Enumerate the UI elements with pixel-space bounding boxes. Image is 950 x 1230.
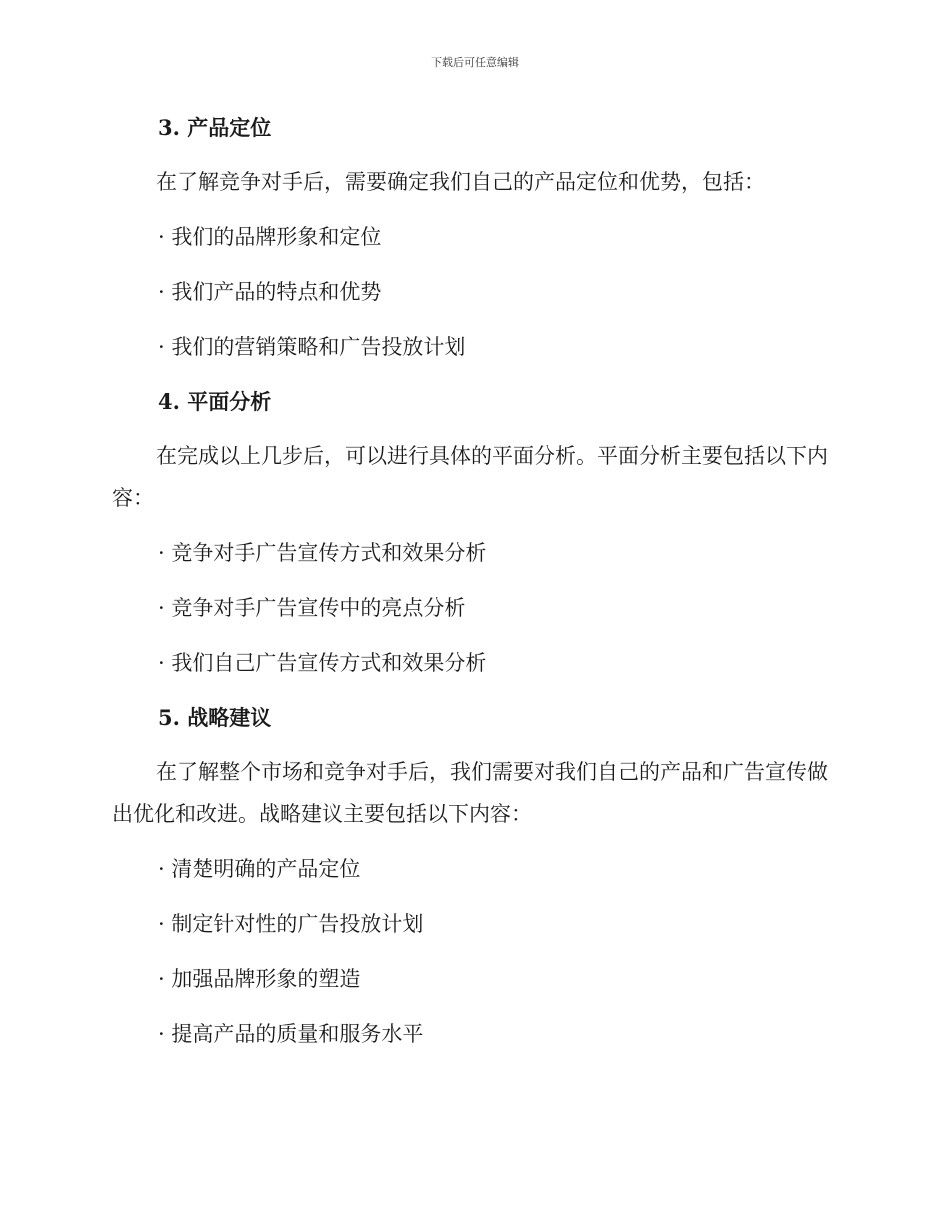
bullet-item: · 我们产品的特点和优势: [158, 280, 382, 304]
section-heading-product-positioning: 3. 产品定位: [158, 115, 272, 140]
bullet-item: · 提高产品的质量和服务水平: [158, 1022, 424, 1046]
section-paragraph: 在了解整个市场和竞争对手后，我们需要对我们自己的产品和广告宣传做出优化和改进。战略建议主要包括以下内容：: [112, 760, 828, 826]
bullet-item: · 制定针对性的广告投放计划: [158, 912, 424, 936]
bullet-item: · 我们的营销策略和广告投放计划: [158, 335, 466, 359]
section-paragraph: 在了解竞争对手后，需要确定我们自己的产品定位和优势，包括：: [156, 170, 765, 194]
bullet-item: · 我们的品牌形象和定位: [158, 225, 382, 249]
section-heading-strategy-suggestions: 5. 战略建议: [158, 705, 272, 730]
bullet-item: · 竞争对手广告宣传方式和效果分析: [158, 541, 487, 565]
section-heading-layout-analysis: 4. 平面分析: [158, 389, 272, 414]
bullet-item: · 竞争对手广告宣传中的亮点分析: [158, 596, 466, 620]
bullet-item: · 清楚明确的产品定位: [158, 857, 361, 881]
page-header: 下载后可任意编辑: [431, 56, 519, 69]
bullet-item: · 加强品牌形象的塑造: [158, 967, 361, 991]
section-paragraph: 在完成以上几步后，可以进行具体的平面分析。平面分析主要包括以下内容：: [112, 444, 828, 510]
bullet-item: · 我们自己广告宣传方式和效果分析: [158, 651, 487, 675]
